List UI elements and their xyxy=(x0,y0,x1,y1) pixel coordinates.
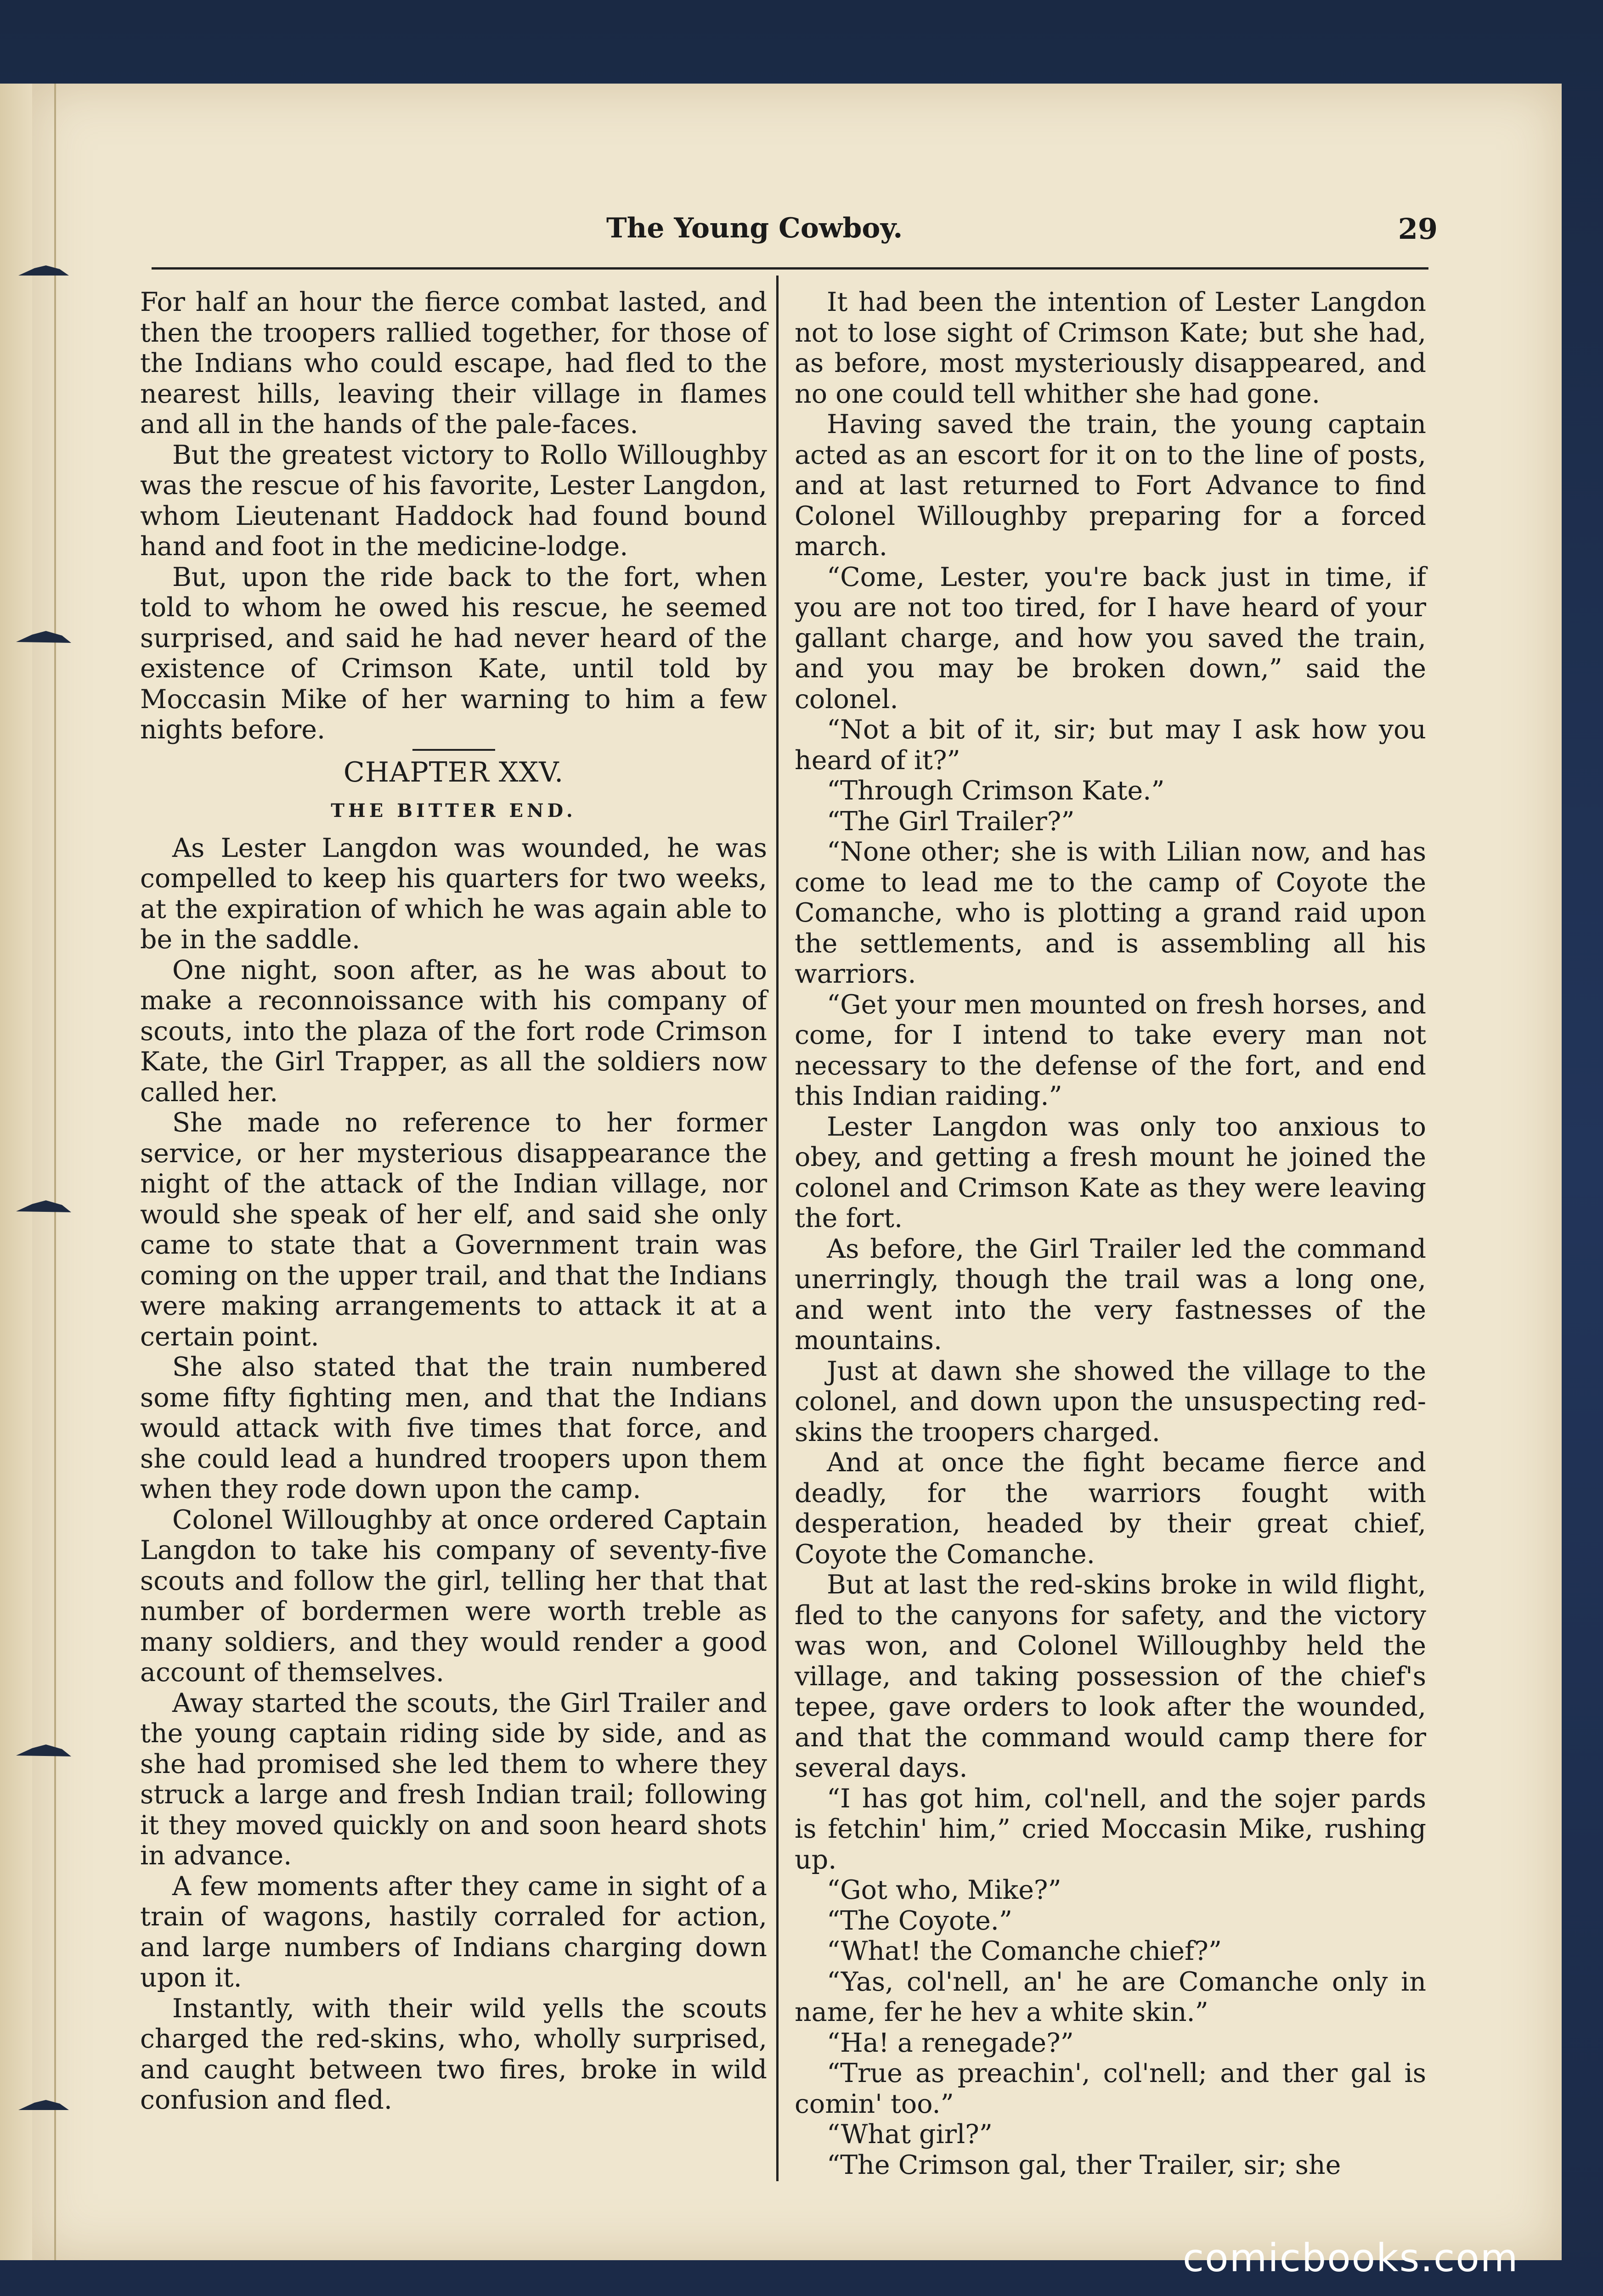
paragraph: “True as preachin', col'nell; and ther gal is comin' too.” xyxy=(795,2058,1426,2119)
paragraph: “The Coyote.” xyxy=(827,1905,1013,1936)
staple-mark xyxy=(14,1199,73,1218)
staple-mark xyxy=(14,629,73,648)
paragraph: “Through Crimson Kate.” xyxy=(827,776,1165,806)
paragraph: One night, soon after, as he was about to make a reconnoissance with his company of scouts, into the plaza of the fort rode Crimson Kate, the Girl Trapper, as all the soldiers now called her. xyxy=(140,955,767,1108)
paragraph: “What girl?” xyxy=(827,2119,993,2150)
paragraph: Instantly, with their wild yells the scouts charged the red-skins, who, wholly surprised, and caught between two fires, broke in wild confusion and fled. xyxy=(140,1993,767,2115)
paragraph: “I has got him, col'nell, and the sojer pards is fetchin' him,” cried Moccasin Mike, rushing up. xyxy=(795,1783,1426,1875)
page-header xyxy=(133,212,1438,249)
paragraph: “Get your men mounted on fresh horses, and come, for I intend to take every man not necessary to the defense of the fort, and end this Indian raiding.” xyxy=(795,989,1426,1111)
page-number: 29 xyxy=(1398,212,1438,246)
binding-fold-line xyxy=(54,84,56,2260)
paragraph: Colonel Willoughby at once ordered Captain Langdon to take his company of seventy-five scouts and follow the girl, telling her that that number of bordermen were worth treble as many soldiers, and they would render a good account of themselves. xyxy=(140,1504,767,1688)
paragraph: As Lester Langdon was wounded, he was compelled to keep his quarters for two weeks, at the expiration of which he was again able to be in the saddle. xyxy=(140,833,767,955)
paragraph: “Not a bit of it, sir; but may I ask how you heard of it?” xyxy=(795,715,1426,776)
paragraph: But, upon the ride back to the fort, when told to whom he owed his rescue, he seemed surprised, and said he had never heard of the existence of Crimson Kate, until told by Moccasin Mike of her warning to him a few nights before. xyxy=(140,562,767,745)
paragraph: “None other; she is with Lilian now, and has come to lead me to the camp of Coyote the Comanche, who is plotting a grand raid upon the settlements, and is assembling all his warriors. xyxy=(795,837,1426,989)
paragraph: “The Crimson gal, ther Trailer, sir; she xyxy=(827,2150,1341,2180)
left-column xyxy=(140,287,767,2116)
column-divider xyxy=(776,276,779,2181)
paragraph: For half an hour the fierce combat lasted, and then the troopers rallied together, for those of the Indians who could escape, had fled to the nearest hills, leaving their village in flames and all in the hands of the pale-faces. xyxy=(140,287,767,439)
binding-edge xyxy=(0,84,32,2260)
paragraph: “What! the Comanche chief?” xyxy=(827,1936,1222,1966)
paragraph: As before, the Girl Trailer led the command unerringly, though the trail was a long one, and went into the very fastnesses of the mountains. xyxy=(795,1233,1426,1356)
paragraph: “Yas, col'nell, an' he are Comanche only in name, fer he hev a white skin.” xyxy=(795,1966,1426,2027)
site-watermark: comicbooks.com xyxy=(1183,2235,1519,2280)
paragraph: But the greatest victory to Rollo Willoughby was the rescue of his favorite, Lester Langdon, whom Lieutenant Haddock had found bound hand and foot in the medicine-lodge. xyxy=(140,439,767,562)
staple-mark xyxy=(14,1743,73,1762)
paragraph: “Ha! a renegade?” xyxy=(827,2027,1074,2058)
paragraph: “Come, Lester, you're back just in time, if you are not too tired, for I have heard of your gallant charge, and how you saved the train, and you may be broken down,” said the colonel. xyxy=(795,562,1426,715)
paragraph: Away started the scouts, the Girl Trailer and the young captain riding side by side, and as she had promised she led them to where they struck a large and fresh Indian trail; following it they moved quickly on and soon heard shots in advance. xyxy=(140,1688,767,1871)
staple-mark xyxy=(14,262,73,281)
paragraph: She made no reference to her former service, or her mysterious disappearance the night of the attack of the Indian village, nor would she speak of her elf, and said she only came to state that a Government train was coming on the upper trail, and that the Indians were making arrangements to attack it at a certain point. xyxy=(140,1108,767,1352)
paragraph: A few moments after they came in sight of a train of wagons, hastily corraled for action, and large numbers of Indians charging down upon it. xyxy=(140,1871,767,1993)
paragraph: “Got who, Mike?” xyxy=(827,1875,1061,1905)
paragraph: Lester Langdon was only too anxious to obey, and getting a fresh mount he joined the colonel and Crimson Kate as they were leaving the fort. xyxy=(795,1111,1426,1233)
right-column xyxy=(795,287,1426,2180)
paragraph: She also stated that the train numbered some fifty fighting men, and that the Indians would attack with five times that force, and she could lead a hundred troopers upon them when they rode down upon the camp. xyxy=(140,1352,767,1504)
staple-mark xyxy=(14,2096,73,2116)
running-title: The Young Cowboy. xyxy=(606,212,903,244)
paragraph: “The Girl Trailer?” xyxy=(827,806,1075,837)
paragraph: It had been the intention of Lester Langdon not to lose sight of Crimson Kate; but she had, as before, most mysteriously disappeared, and no one could tell whither she had gone. xyxy=(795,287,1426,409)
header-rule xyxy=(152,267,1428,270)
chapter-heading: CHAPTER XXV. xyxy=(343,756,564,788)
paragraph: Having saved the train, the young captain acted as an escort for it on to the line of posts, and at last returned to Fort Advance to find Colonel Willoughby preparing for a forced march. xyxy=(795,409,1426,562)
paragraph: But at last the red-skins broke in wild flight, fled to the canyons for safety, and the victory was won, and Colonel Willoughby held the village, and taking possession of the chief's tepee, gave orders to look after the wounded, and that the command would camp there for several days. xyxy=(795,1570,1426,1783)
section-divider xyxy=(412,749,495,751)
paragraph: Just at dawn she showed the village to the colonel, and down upon the unsuspecting red-skins the troopers charged. xyxy=(795,1356,1426,1447)
paragraph: And at once the fight became fierce and deadly, for the warriors fought with desperation, headed by their great chief, Coyote the Comanche. xyxy=(795,1447,1426,1570)
chapter-subtitle: THE BITTER END. xyxy=(331,800,576,822)
